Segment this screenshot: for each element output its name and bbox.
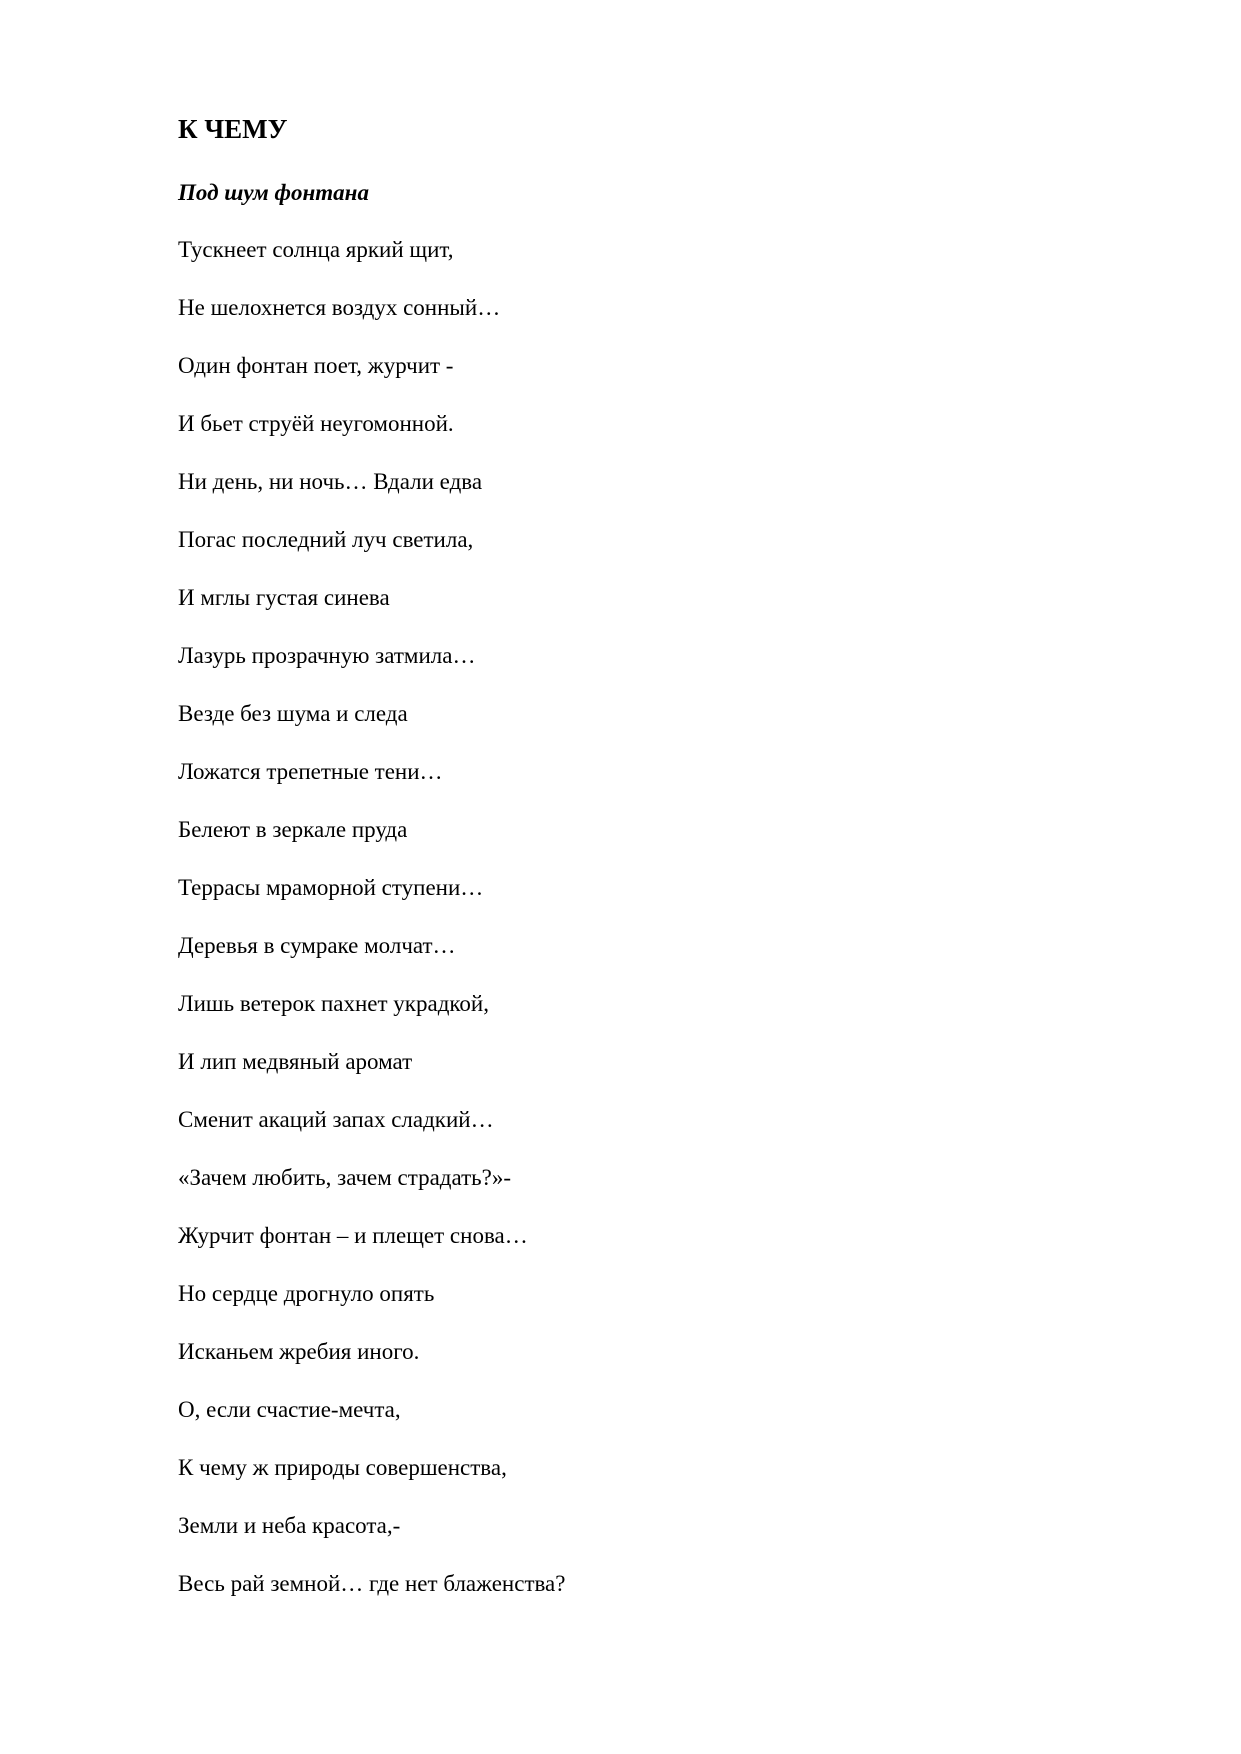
- poem-line: Один фонтан поет, журчит -: [178, 353, 454, 378]
- poem-line: Белеют в зеркале пруда: [178, 817, 408, 842]
- poem-line: И мглы густая синева: [178, 585, 390, 610]
- poem-line: Тускнеет солнца яркий щит,: [178, 237, 454, 262]
- poem-line: Исканьем жребия иного.: [178, 1339, 420, 1364]
- poem-line: Сменит акаций запах сладкий…: [178, 1107, 494, 1132]
- poem-line: Весь рай земной… где нет блаженства?: [178, 1571, 566, 1596]
- poem-line: Везде без шума и следа: [178, 701, 408, 726]
- poem-line: Лазурь прозрачную затмила…: [178, 643, 476, 668]
- poem-line: И лип медвяный аромат: [178, 1049, 413, 1074]
- poem-line: Погас последний луч светила,: [178, 527, 474, 552]
- poem-line: Журчит фонтан – и плещет снова…: [178, 1223, 528, 1248]
- poem-line: И бьет струёй неугомонной.: [178, 411, 454, 436]
- poem-line: Террасы мраморной ступени…: [178, 875, 484, 900]
- poem-line: Земли и неба красота,-: [178, 1513, 401, 1538]
- poem-line: Ни день, ни ночь… Вдали едва: [178, 469, 483, 494]
- poem-line: Не шелохнется воздух сонный…: [178, 295, 501, 320]
- poem-subtitle: Под шум фонтана: [178, 180, 369, 205]
- poem-line: О, если счастие-мечта,: [178, 1397, 401, 1422]
- poem-title: К ЧЕМУ: [178, 114, 288, 144]
- poem-line: Ложатся трепетные тени…: [178, 759, 443, 784]
- poem-line: «Зачем любить, зачем страдать?»-: [178, 1165, 512, 1190]
- poem-line: К чему ж природы совершенства,: [178, 1455, 507, 1480]
- poem-body: [178, 238, 1078, 1630]
- poem-line: Деревья в сумраке молчат…: [178, 933, 456, 958]
- poem-line: Но сердце дрогнуло опять: [178, 1281, 435, 1306]
- poem-line: Лишь ветерок пахнет украдкой,: [178, 991, 489, 1016]
